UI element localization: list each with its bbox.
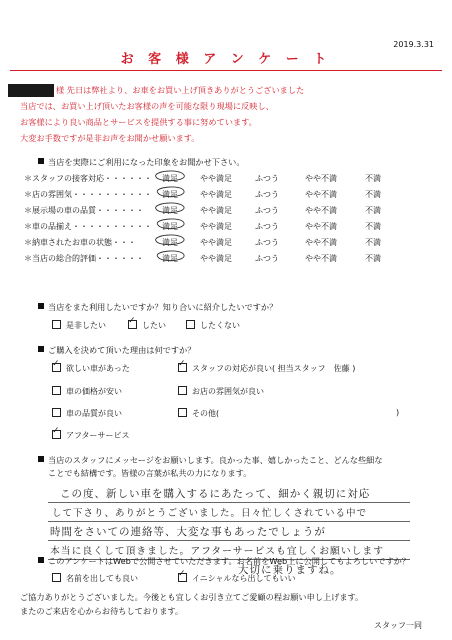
option-somewhat-satisfied[interactable]: やや満足 xyxy=(200,222,232,231)
option-somewhat-satisfied[interactable]: やや満足 xyxy=(200,206,232,215)
option-would-not[interactable]: したくない xyxy=(186,320,240,331)
handwritten-line: して下さり、ありがとうございました。日々忙しくされている中で xyxy=(52,508,368,519)
checkbox[interactable] xyxy=(178,408,187,417)
question-5: このアンケートはWebで公開させていただきます。お名前をWeb上に公開してもよろしいですか？ xyxy=(38,556,410,567)
intro-line: 当店では、お買い上げ頂いたお客様の声を可能な限り現場に反映し、 xyxy=(20,101,274,111)
checkmark-icon: ✓ xyxy=(52,426,60,436)
rating-row: ＊ 店の雰囲気・・・・・・・・・・ 満足 やや満足 ふつう やや不満 不満 xyxy=(24,190,381,199)
option-somewhat-dissatisfied[interactable]: やや不満 xyxy=(305,254,337,263)
question-3: ご購入を決めて頂いた理由は何ですか？ xyxy=(38,345,195,356)
checkbox[interactable] xyxy=(52,386,61,395)
writing-line xyxy=(48,540,410,541)
option-initials-ok[interactable]: ✓ イニシャルなら出してもいい xyxy=(178,569,296,583)
intro-line: お客様により良い商品とサービスを提供する事に努めています。 xyxy=(20,117,257,127)
option-neutral[interactable]: ふつう xyxy=(255,206,279,215)
option-wanted-car[interactable]: ✓ 欲しい車があった xyxy=(52,359,130,373)
checkbox[interactable] xyxy=(52,408,61,417)
question-2: 当店をまた利用したいですか？知り合いに紹介したいですか？ xyxy=(38,302,277,313)
closing-line: ご協力ありがとうございました。今後とも宜しくお引き立てご愛顧の程お願い申し上げます。 xyxy=(20,592,364,602)
page-title: お 客 様 ア ン ケ ー ト xyxy=(120,52,332,67)
option-after-service[interactable]: ✓ アフターサービス xyxy=(52,426,130,440)
option-neutral[interactable]: ふつう xyxy=(255,190,279,199)
closing-line: またのご来店を心からお待ちしております。 xyxy=(20,606,184,616)
handwritten-line: 時間をさいての連絡等、大変な事もあったでしょうが xyxy=(50,526,326,538)
writing-line xyxy=(48,502,410,503)
title-divider xyxy=(10,70,442,71)
rating-row: ＊ 当店の総合的評価・・・・・・ 満足 やや満足 ふつう やや不満 不満 xyxy=(24,254,381,263)
other-close-paren: ) xyxy=(396,408,400,417)
option-dissatisfied[interactable]: 不満 xyxy=(365,222,381,231)
rating-row: ＊ 車の品揃え・・・・・・・・・・ 満足 やや満足 ふつう やや不満 不満 xyxy=(24,222,381,231)
checkbox[interactable] xyxy=(178,386,187,395)
option-good-staff[interactable]: ✓ スタッフの対応が良い( 担当スタッフ 佐藤 ) xyxy=(178,359,356,373)
bullet-square-icon xyxy=(38,456,44,462)
option-somewhat-satisfied[interactable]: やや満足 xyxy=(200,174,232,183)
option-satisfied[interactable]: 満足 xyxy=(162,174,178,183)
rating-row: ＊ 納車されたお車の状態・・・ 満足 やや満足 ふつう やや不満 不満 xyxy=(24,238,381,247)
question-4: 当店のスタッフにメッセージをお願いします。良かった事、嬉しかったこと、どんな些細な ことでも結構です。皆様の言葉が私共の力になります。 xyxy=(38,454,383,480)
option-somewhat-satisfied[interactable]: やや満足 xyxy=(200,190,232,199)
message-box[interactable] xyxy=(0,482,452,582)
option-dissatisfied[interactable]: 不満 xyxy=(365,254,381,263)
option-atmosphere[interactable]: お店の雰囲気が良い xyxy=(178,386,264,397)
checkbox-checked[interactable] xyxy=(178,359,187,372)
handwritten-line: 大切に乗りますね。 xyxy=(238,564,342,576)
option-neutral[interactable]: ふつう xyxy=(255,238,279,247)
option-somewhat-dissatisfied[interactable]: やや不満 xyxy=(305,206,337,215)
handwritten-line: 本当に良くして頂きました。アフターサービスも宜しくお願いします xyxy=(50,546,385,557)
intro-line: 様 先日は弊社より、お車をお買い上げ頂きありがとうございました xyxy=(56,85,305,95)
option-good-quality[interactable]: 車の品質が良い xyxy=(52,408,122,419)
option-satisfied[interactable]: 満足 xyxy=(162,222,178,231)
option-somewhat-dissatisfied[interactable]: やや不満 xyxy=(305,190,337,199)
checkbox[interactable] xyxy=(52,573,61,582)
rating-row: ＊ 展示場の車の品質・・・・・・ 満足 やや満足 ふつう やや不満 不満 xyxy=(24,206,381,215)
option-low-price[interactable]: 車の価格が安い xyxy=(52,386,122,397)
checkbox-checked[interactable] xyxy=(178,569,187,582)
option-neutral[interactable]: ふつう xyxy=(255,174,279,183)
bullet-square-icon xyxy=(38,158,44,164)
option-somewhat-satisfied[interactable]: やや満足 xyxy=(200,254,232,263)
bullet-square-icon xyxy=(38,303,44,309)
checkbox-checked[interactable] xyxy=(52,359,61,372)
checkmark-icon: ✓ xyxy=(178,359,186,369)
option-satisfied[interactable]: 満足 xyxy=(162,254,178,263)
hand-drawn-selection-marks xyxy=(150,169,190,273)
handwritten-line: この度、新しい車を購入するにあたって、細かく親切に対応 xyxy=(60,488,371,500)
option-other[interactable]: その他( xyxy=(178,408,219,419)
option-somewhat-dissatisfied[interactable]: やや不満 xyxy=(305,238,337,247)
option-definitely[interactable]: 是非したい xyxy=(52,320,106,331)
option-neutral[interactable]: ふつう xyxy=(255,254,279,263)
option-dissatisfied[interactable]: 不満 xyxy=(365,174,381,183)
rating-row: ＊ スタッフの接客対応・・・・・・ 満足 やや満足 ふつう やや不満 不満 xyxy=(24,174,381,183)
writing-line xyxy=(48,521,410,522)
checkmark-icon: ✓ xyxy=(128,316,136,326)
option-dissatisfied[interactable]: 不満 xyxy=(365,190,381,199)
option-show-name[interactable]: 名前を出しても良い xyxy=(52,573,138,584)
intro-text xyxy=(20,82,440,146)
option-neutral[interactable]: ふつう xyxy=(255,222,279,231)
option-satisfied[interactable]: 満足 xyxy=(162,206,178,215)
bullet-square-icon xyxy=(38,557,44,563)
checkbox-checked[interactable] xyxy=(128,316,137,329)
checkbox-checked[interactable] xyxy=(52,426,61,439)
checkbox[interactable] xyxy=(52,320,61,329)
bullet-square-icon xyxy=(38,346,44,352)
intro-line: 大変お手数ですが是非お声をお聞かせ願います。 xyxy=(20,133,200,143)
option-would-like[interactable]: ✓ したい xyxy=(128,316,166,330)
checkmark-icon: ✓ xyxy=(52,359,60,369)
option-somewhat-satisfied[interactable]: やや満足 xyxy=(200,238,232,247)
checkmark-icon: ✓ xyxy=(178,569,186,579)
closing-text xyxy=(20,590,363,618)
option-dissatisfied[interactable]: 不満 xyxy=(365,206,381,215)
survey-date: 2019.3.31 xyxy=(393,40,434,49)
option-satisfied[interactable]: 満足 xyxy=(162,238,178,247)
staff-signature: スタッフ一同 xyxy=(374,621,422,630)
question-1: 当店を実際にご利用になった印象をお聞かせ下さい。 xyxy=(38,157,245,168)
option-somewhat-dissatisfied[interactable]: やや不満 xyxy=(305,174,337,183)
option-satisfied[interactable]: 満足 xyxy=(162,190,178,199)
checkbox[interactable] xyxy=(186,320,195,329)
option-somewhat-dissatisfied[interactable]: やや不満 xyxy=(305,222,337,231)
option-dissatisfied[interactable]: 不満 xyxy=(365,238,381,247)
